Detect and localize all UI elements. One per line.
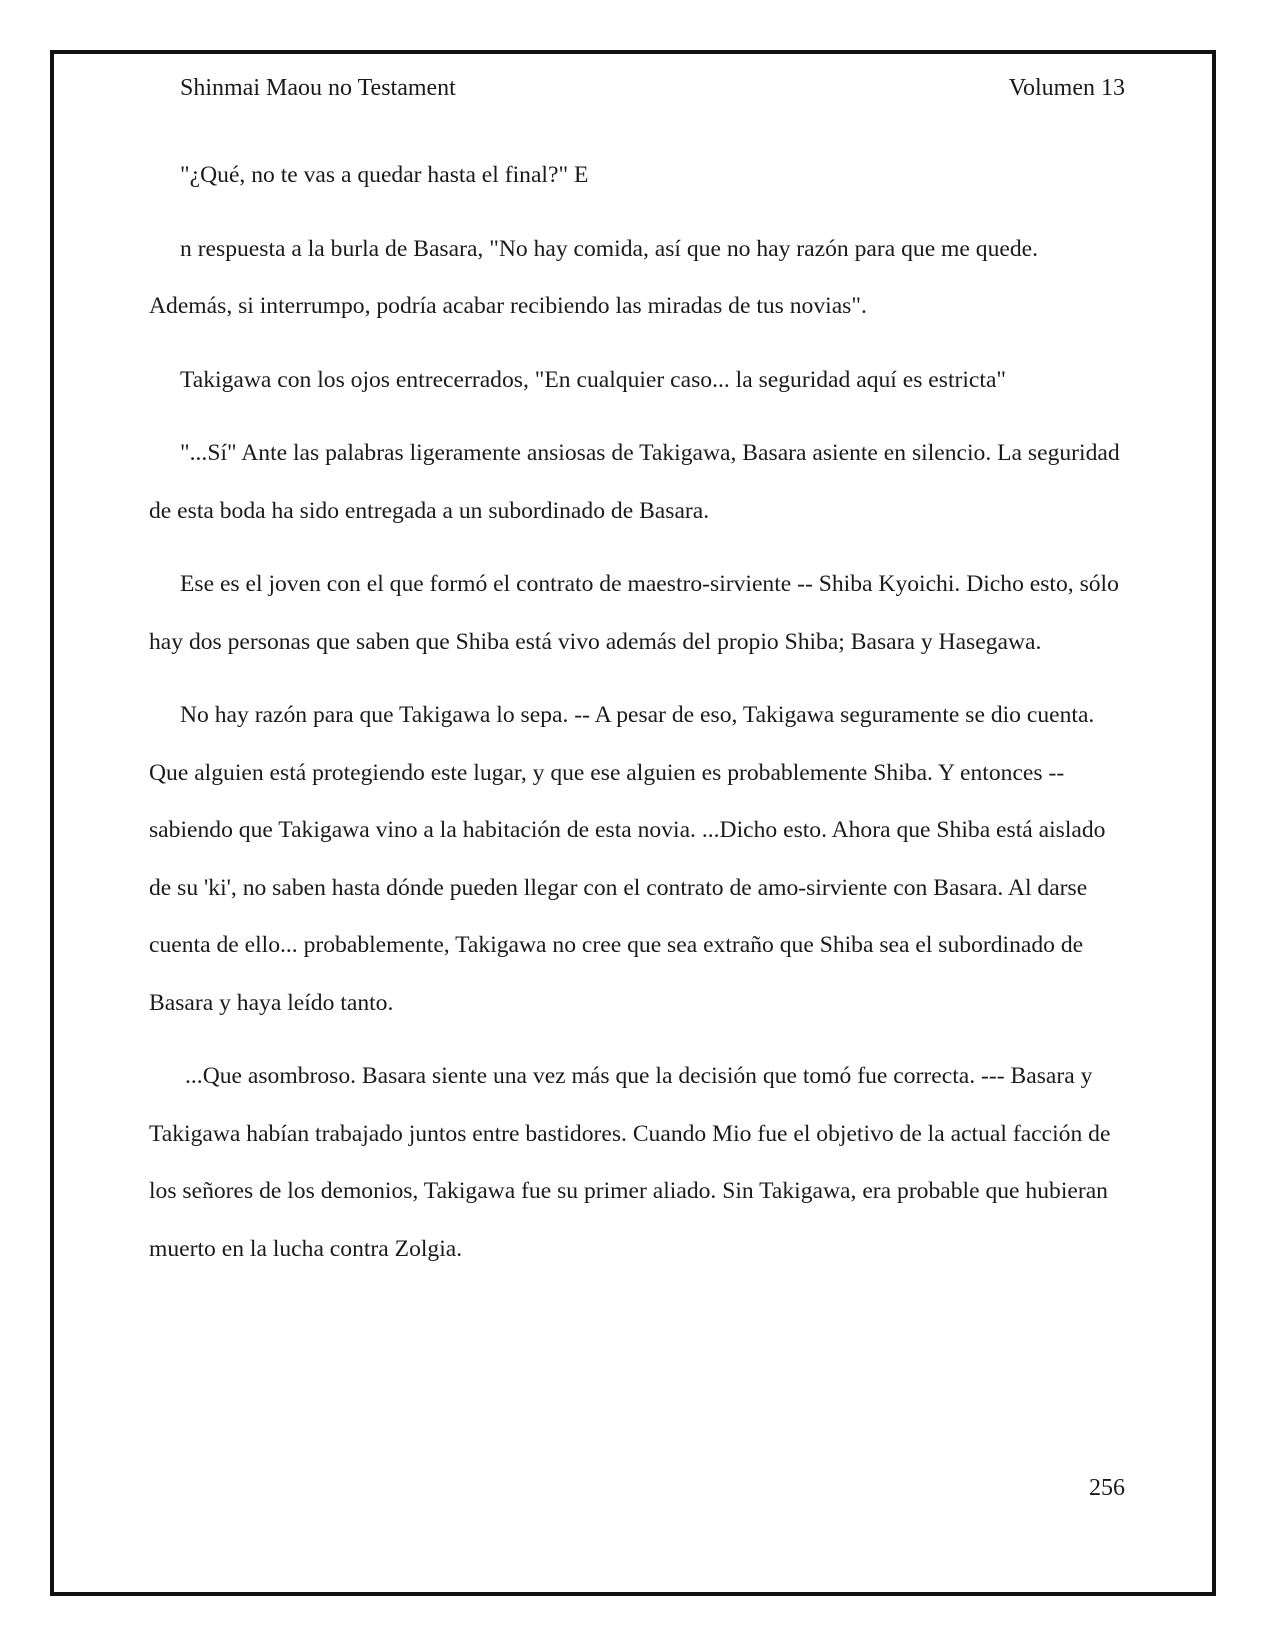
header-book-title: Shinmai Maou no Testament [180, 75, 456, 101]
paragraph: No hay razón para que Takigawa lo sepa. -- A pesar de eso, Takigawa seguramente se dio cuenta. Que alguien está protegiendo este lugar, y que ese alguien es probablemente Shiba. Y entonces -- sabiendo que Takigawa vino a la habitación de esta novia. ...Dicho esto. Ahora que Shiba está aislado de su 'ki', no saben hasta dónde pueden llegar con el contrato de amo-sirviente con Basara. Al darse cuenta de ello... probablemente, Takigawa no cree que sea extraño que Shiba sea el subordinado de Basara y haya leído tanto. [149, 702, 1106, 1016]
paragraph: "...Sí" Ante las palabras ligeramente ansiosas de Takigawa, Basara asiente en silencio. La seguridad de esta boda ha sido entregada a un subordinado de Basara. [149, 440, 1120, 524]
paragraph: "¿Qué, no te vas a quedar hasta el final?" E [180, 162, 589, 188]
paragraph: ...Que asombroso. Basara siente una vez más que la decisión que tomó fue correcta. --- Basara y Takigawa habían trabajado juntos entre bastidores. Cuando Mio fue el objetivo de la actual facción de los señores de los demonios, Takigawa fue su primer aliado. Sin Takigawa, era probable que hubieran muerto en la lucha contra Zolgia. [149, 1063, 1111, 1262]
paragraph: n respuesta a la burla de Basara, "No hay comida, así que no hay razón para que me quede. Además, si interrumpo, podría acabar recibiendo las miradas de tus novias". [149, 235, 1039, 319]
body-text [149, 147, 1121, 1294]
page-number: 256 [1089, 1475, 1125, 1501]
paragraph: Takigawa con los ojos entrecerrados, "En cualquier caso... la seguridad aquí es estricta" [180, 366, 1007, 393]
header-volume: Volumen 13 [1008, 75, 1125, 101]
paragraph: Ese es el joven con el que formó el contrato de maestro-sirviente -- Shiba Kyoichi. Dicho esto, sólo hay dos personas que saben que Shiba está vivo además del propio Shiba; Basara y Hasegawa. [149, 571, 1119, 655]
